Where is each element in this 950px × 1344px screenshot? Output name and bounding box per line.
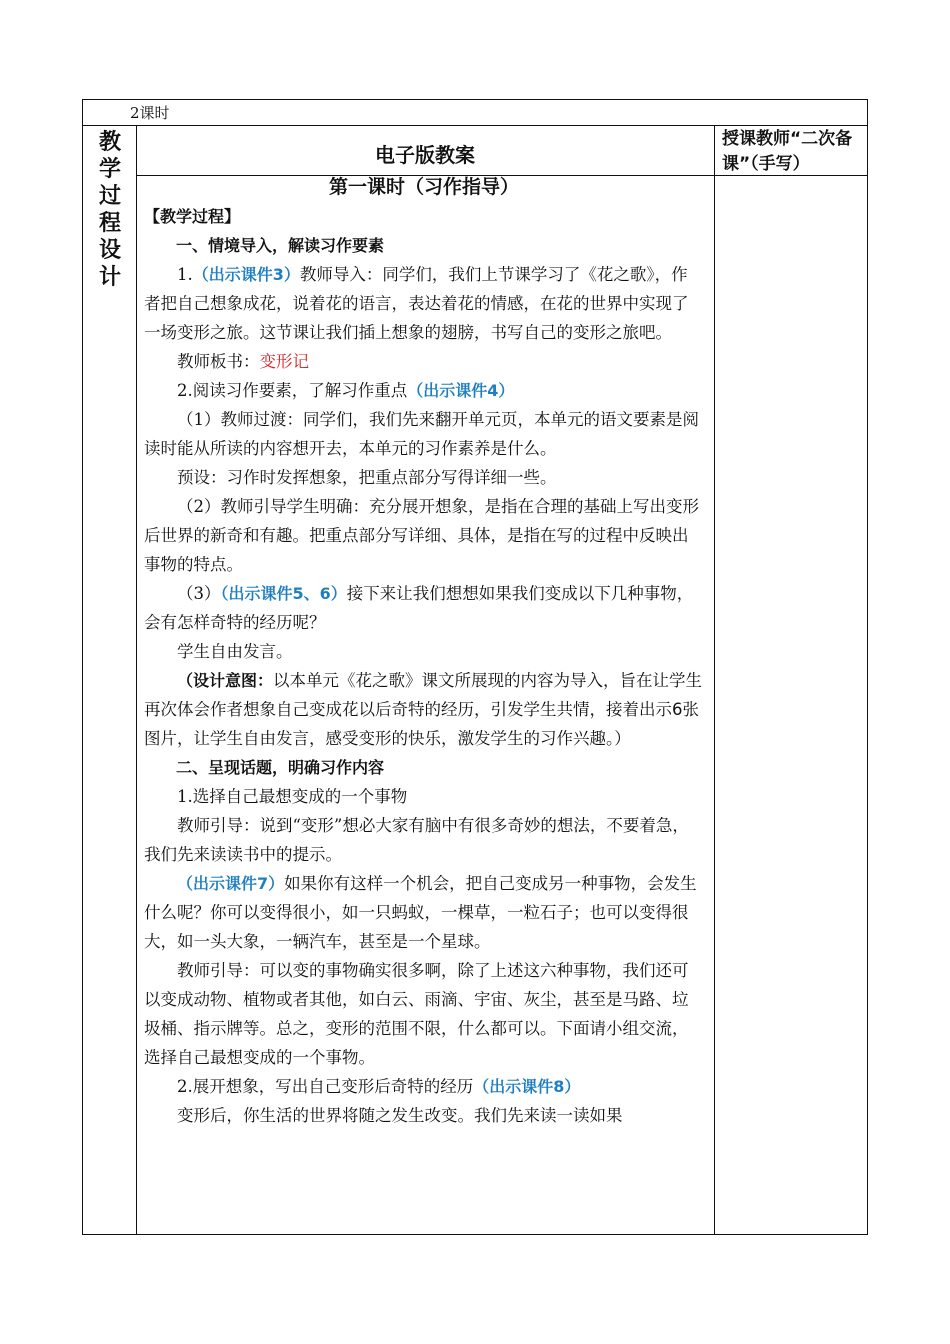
paragraph: 变形后，你生活的世界将随之发生改变。我们先来读一读如果 — [177, 1106, 623, 1125]
side-char: 过 — [98, 184, 121, 209]
notes-column-divider — [714, 125, 715, 1235]
teacher-notes-header: 授课教师“二次备课”（手写） — [722, 129, 853, 174]
side-column-divider — [136, 125, 137, 1235]
slide-reference: （出示课件3） — [192, 265, 300, 284]
paragraph: 教师引导：说到“变形”想必大家有脑中有很多奇妙的想法，不要着急，我们先来读读书中的提示。 — [144, 816, 689, 864]
table-row-divider — [82, 125, 868, 126]
paragraph: （1）教师过渡：同学们，我们先来翻开单元页，本单元的语文要素是阅读时能从所读的内容想开去，本单元的习作素养是什么。 — [144, 410, 699, 458]
period-cell: 2课时 — [130, 104, 170, 122]
design-intent: （设计意图：以本单元《花之歌》课文所展现的内容为导入，旨在让学生再次体会作者想象自己变成花以后奇特的经历，引发学生共情，接着出示6张图片，让学生自由发言，感受变形的快乐，激发学生的习作兴趣。） — [144, 671, 703, 748]
lesson-plan-table — [82, 99, 868, 1235]
process-heading: 【教学过程】 — [144, 207, 241, 226]
lesson-content — [144, 173, 704, 1130]
paragraph: 教师板书：变形记 — [177, 352, 309, 371]
side-char: 设 — [98, 238, 121, 263]
paragraph: 学生自由发言。 — [177, 642, 293, 661]
teaching-process-label — [90, 129, 130, 291]
table-border-left — [82, 99, 83, 1235]
paragraph: 预设：习作时发挥想象，把重点部分写得详细一些。 — [177, 468, 557, 487]
side-char: 学 — [98, 157, 121, 182]
paragraph: 1.（出示课件3）教师导入：同学们，我们上节课学习了《花之歌》，作者把自己想象成花，说着花的语言，表达着花的情感，在花的世界中实现了一场变形之旅。这节课让我们插上想象的翅膀，书写自己的变形之旅吧。 — [144, 265, 689, 342]
slide-reference: （出示课件8） — [473, 1077, 581, 1096]
side-char: 教 — [98, 130, 121, 155]
slide-reference: （出示课件7） — [177, 874, 285, 893]
board-writing: 变形记 — [259, 352, 309, 371]
paragraph: （3）（出示课件5、6）接下来让我们想想如果我们变成以下几种事物，会有怎样奇特的经历呢？ — [144, 584, 694, 632]
section-heading: 一、情境导入，解读习作要素 — [176, 236, 385, 255]
paragraph: 教师引导：可以变的事物确实很多啊，除了上述这六种事物，我们还可以变成动物、植物或者其他，如白云、雨滴、宇宙、灰尘，甚至是马路、垃圾桶、指示牌等。总之，变形的范围不限，什么都可以。下面请小组交流，选择自己最想变成的一个事物。 — [144, 961, 689, 1067]
table-border-right — [867, 99, 868, 1235]
section-heading: 二、呈现话题，明确习作内容 — [176, 758, 385, 777]
lesson-title: 第一课时（习作指导） — [328, 176, 519, 198]
side-char: 计 — [98, 265, 121, 290]
side-char: 程 — [98, 211, 121, 236]
electronic-plan-header: 电子版教案 — [375, 143, 475, 167]
paragraph: （2）教师引导学生明确：充分展开想象，是指在合理的基础上写出变形后世界的新奇和有趣。把重点部分写详细、具体，是指在写的过程中反映出事物的特点。 — [144, 497, 699, 574]
paragraph: （出示课件7）如果你有这样一个机会，把自己变成另一种事物，会发生什么呢？你可以变得很小，如一只蚂蚁，一棵草，一粒石子；也可以变得很大，如一头大象，一辆汽车，甚至是一个星球。 — [144, 874, 697, 951]
table-border-bottom — [82, 1234, 868, 1235]
slide-reference: （出示课件5、6） — [220, 584, 347, 603]
paragraph: 2.阅读习作要素，了解习作重点（出示课件4） — [177, 381, 515, 400]
paragraph: 2.展开想象，写出自己变形后奇特的经历（出示课件8） — [177, 1077, 581, 1096]
paragraph: 1.选择自己最想变成的一个事物 — [177, 787, 408, 806]
slide-reference: （出示课件4） — [407, 381, 515, 400]
table-border-top — [82, 99, 868, 100]
